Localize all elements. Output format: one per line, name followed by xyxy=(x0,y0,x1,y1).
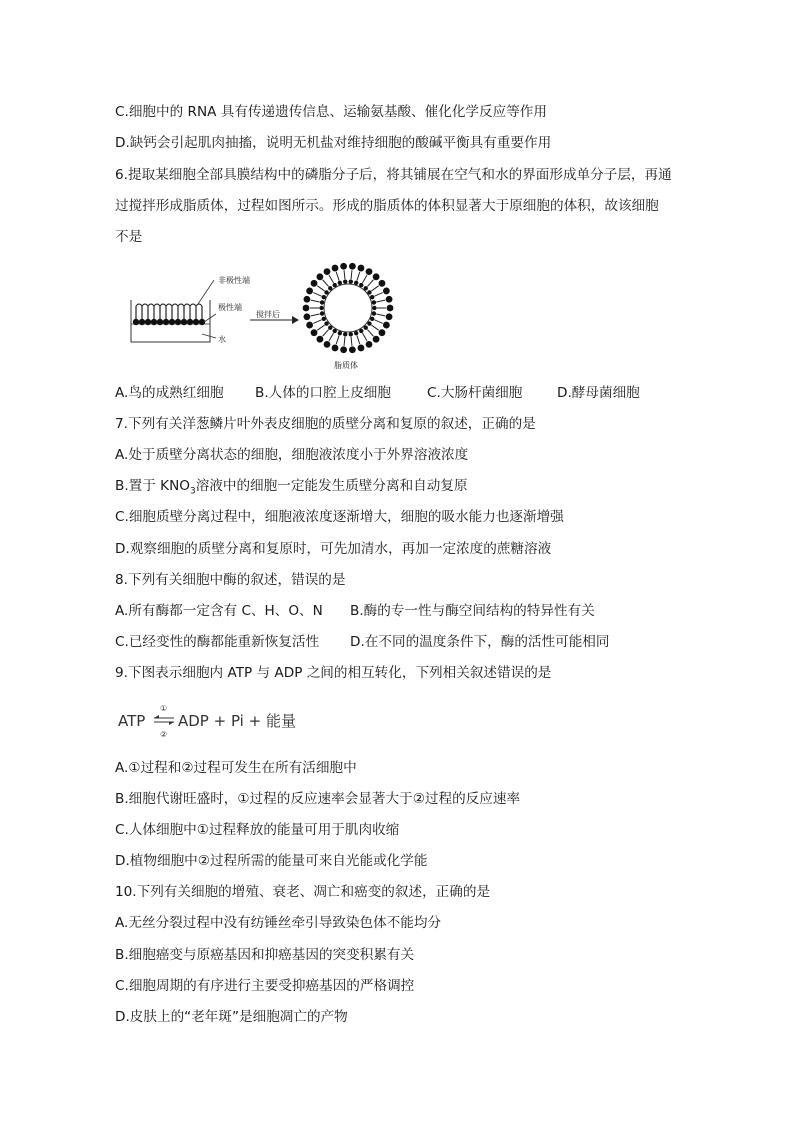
outer-head xyxy=(366,341,373,348)
q6-stem-line1: 6.提取某细胞全部具膜结构中的磷脂分子后，将其铺展在空气和水的界面形成单分子层，再通 xyxy=(115,167,672,183)
q6-option-b: B.人体的口腔上皮细胞 xyxy=(255,385,391,401)
label-polar-head: 极性端 xyxy=(218,303,242,312)
q7-stem: 7.下列有关洋葱鳞片叶外表皮细胞的质壁分离和复原的叙述，正确的是 xyxy=(115,416,536,432)
inner-head xyxy=(364,286,368,290)
inner-head xyxy=(322,295,326,299)
liposome xyxy=(303,263,394,353)
outer-head xyxy=(340,346,347,353)
q9-option-a: A.①过程和②过程可发生在所有活细胞中 xyxy=(115,760,357,776)
q7-option-a: A.处于质壁分离状态的细胞，细胞液浓度小于外界溶液浓度 xyxy=(115,447,469,463)
reversible-arrow xyxy=(154,715,174,725)
q8-options-row1 xyxy=(115,601,675,621)
inner-head xyxy=(359,283,363,287)
tail xyxy=(367,280,373,287)
q5-option-d: D.缺钙会引起肌肉抽搐，说明无机盐对维持细胞的酸碱平衡具有重要作用 xyxy=(115,135,552,151)
tail xyxy=(323,280,329,287)
outer-head xyxy=(386,296,393,303)
q6-option-c: C.大肠杆菌细胞 xyxy=(427,385,523,401)
outer-head xyxy=(316,336,323,343)
inner-head xyxy=(367,290,371,294)
q10-option-a: A.无丝分裂过程中没有纺锤丝牵引导致染色体不能均分 xyxy=(115,915,442,931)
inner-head xyxy=(349,279,353,283)
inner-head xyxy=(364,325,368,329)
q10-option-c: C.细胞周期的有序进行主要受抑癌基因的严格调控 xyxy=(115,978,415,994)
outer-head xyxy=(387,305,394,312)
q6-stem-line3: 不是 xyxy=(115,229,143,245)
inner-head xyxy=(328,286,332,290)
outer-head xyxy=(303,305,310,312)
tail xyxy=(329,275,334,283)
outer-head xyxy=(383,322,390,329)
outer-head xyxy=(386,313,393,320)
phospholipid-tails xyxy=(136,306,202,320)
label-nonpolar-tail: 非极性端 xyxy=(218,276,250,285)
outer-head xyxy=(332,265,339,272)
inner-head xyxy=(354,331,358,335)
tail xyxy=(329,333,334,341)
inner-head xyxy=(322,317,326,321)
liposome-core xyxy=(324,284,372,332)
inner-head xyxy=(320,300,324,304)
tail xyxy=(363,275,368,283)
tail xyxy=(357,336,360,345)
eq-step-1: ① xyxy=(160,704,168,713)
inner-head xyxy=(320,311,324,315)
q8-stem: 8.下列有关细胞中酶的叙述，错误的是 xyxy=(115,572,346,588)
inner-head xyxy=(338,331,342,335)
eq-products: ADP + Pi + 能量 xyxy=(178,712,296,730)
inner-head xyxy=(328,325,332,329)
inner-head xyxy=(324,321,328,325)
outer-head xyxy=(332,345,339,352)
liposome-figure xyxy=(128,258,400,370)
tail xyxy=(376,314,385,316)
q10-stem: 10.下列有关细胞的增殖、衰老、凋亡和癌变的叙述，正确的是 xyxy=(115,884,491,900)
label-liposome: 脂质体 xyxy=(334,361,358,370)
q10-option-b: B.细胞癌变与原癌基因和抑癌基因的突变积累有关 xyxy=(115,947,415,963)
inner-head xyxy=(372,311,376,315)
q7-option-d: D.观察细胞的质壁分离和复原时，可先加清水，再加一定浓度的蔗糖溶液 xyxy=(115,541,552,557)
tail xyxy=(344,270,345,279)
q8-option-a: A.所有酶都一定含有 C、H、O、N xyxy=(115,603,323,619)
tail xyxy=(311,314,320,316)
tail xyxy=(374,293,382,297)
inner-head xyxy=(343,332,347,336)
inner-head xyxy=(349,332,353,336)
inner-head xyxy=(343,279,347,283)
outer-head xyxy=(304,313,311,320)
inner-head xyxy=(319,306,323,310)
tail xyxy=(336,272,339,281)
outer-head xyxy=(306,288,313,295)
tail xyxy=(317,286,324,291)
tail xyxy=(323,330,329,337)
label-water: 水 xyxy=(218,335,226,344)
q9-option-d: D.植物细胞中②过程所需的能量可来自光能或化学能 xyxy=(115,853,428,869)
tail xyxy=(311,300,320,302)
label-stirring: 搅拌后 xyxy=(256,310,280,319)
tail xyxy=(317,325,324,330)
inner-head xyxy=(370,317,374,321)
eq-step-2: ② xyxy=(160,730,168,739)
q5-option-c: C.细胞中的 RNA 具有传递遗传信息、运输氨基酸、催化化学反应等作用 xyxy=(115,104,547,120)
outer-head xyxy=(373,273,380,280)
q8-option-b: B.酶的专一性与酶空间结构的特异性有关 xyxy=(350,603,595,619)
q8-options-row2 xyxy=(115,632,675,652)
outer-head xyxy=(366,268,373,275)
outer-head xyxy=(373,336,380,343)
tail xyxy=(357,272,360,281)
q7-option-c: C.细胞质壁分离过程中，细胞液浓度逐渐增大，细胞的吸水能力也逐渐增强 xyxy=(115,509,564,525)
q6-options xyxy=(115,383,675,403)
q7-option-b: B.置于 $KNO_3$溶液中的细胞一定能发生质壁分离和自动复原 xyxy=(115,478,468,497)
inner-head xyxy=(359,329,363,333)
tail xyxy=(374,320,382,324)
outer-head xyxy=(358,345,365,352)
inner-head xyxy=(333,329,337,333)
outer-head xyxy=(379,280,386,287)
tail xyxy=(344,337,345,346)
tail xyxy=(351,270,352,279)
tail xyxy=(376,300,385,302)
inner-head xyxy=(338,281,342,285)
q6-option-a: A.鸟的成熟红细胞 xyxy=(115,385,224,401)
atp-adp-equation xyxy=(116,697,336,747)
tail xyxy=(371,286,378,291)
inner-head xyxy=(370,295,374,299)
q8-option-d: D.在不同的温度条件下，酶的活性可能相同 xyxy=(350,634,610,650)
q9-option-b: B.细胞代谢旺盛时，①过程的反应速率会显著大于②过程的反应速率 xyxy=(115,791,521,807)
tail xyxy=(351,337,352,346)
outer-head xyxy=(383,288,390,295)
tail xyxy=(367,330,373,337)
outer-head xyxy=(349,346,356,353)
q6-option-d: D.酵母菌细胞 xyxy=(557,385,640,401)
outer-head xyxy=(311,329,318,336)
outer-head xyxy=(311,280,318,287)
q6-stem-line2: 过搅拌形成脂质体，过程如图所示。形成的脂质体的体积显著大于原细胞的体积，故该细胞 xyxy=(115,198,659,214)
outer-head xyxy=(349,263,356,270)
inner-head xyxy=(367,321,371,325)
inner-head xyxy=(354,281,358,285)
eq-atp: ATP xyxy=(118,712,146,730)
q8-option-c: C.已经变性的酶都能重新恢复活性 xyxy=(115,634,320,650)
tail xyxy=(313,293,321,297)
tail xyxy=(313,320,321,324)
inner-head xyxy=(372,300,376,304)
outer-head xyxy=(324,341,331,348)
tail xyxy=(336,336,339,345)
outer-head xyxy=(306,322,313,329)
q9-option-c: C.人体细胞中①过程释放的能量可用于肌肉收缩 xyxy=(115,822,400,838)
outer-head xyxy=(358,265,365,272)
outer-head xyxy=(304,296,311,303)
inner-head xyxy=(372,306,376,310)
q10-option-d: D.皮肤上的“老年斑”是细胞凋亡的产物 xyxy=(115,1009,348,1025)
tail xyxy=(363,333,368,341)
inner-head xyxy=(333,283,337,287)
outer-head xyxy=(324,268,331,275)
outer-head xyxy=(340,263,347,270)
outer-head xyxy=(379,329,386,336)
tail xyxy=(371,325,378,330)
outer-head xyxy=(316,273,323,280)
inner-head xyxy=(324,290,328,294)
q9-stem: 9.下图表示细胞内 ATP 与 ADP 之间的相互转化，下列相关叙述错误的是 xyxy=(115,665,552,681)
